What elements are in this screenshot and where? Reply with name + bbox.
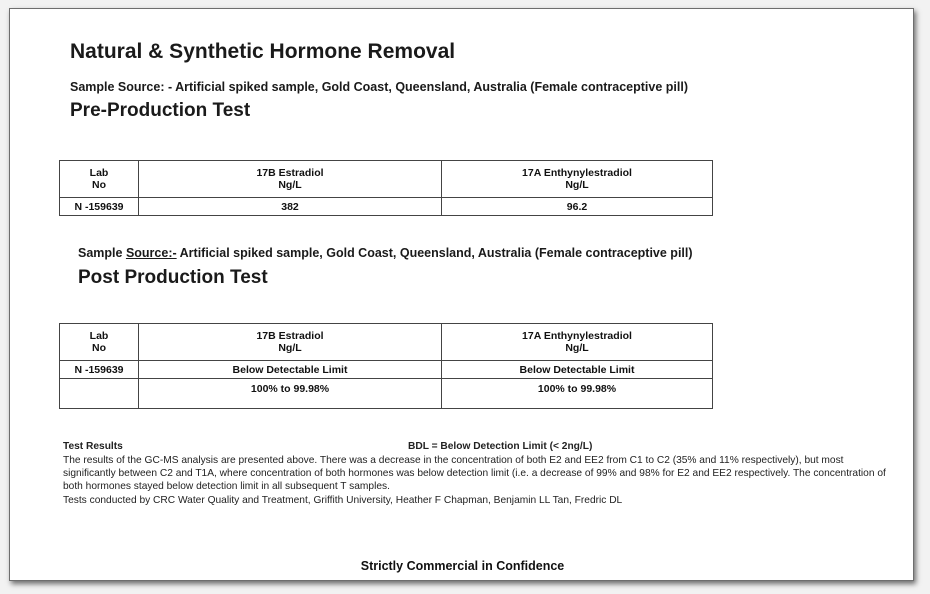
header-line: Ng/L — [565, 179, 589, 191]
cell-ethinylestradiol: Below Detectable Limit — [442, 361, 713, 379]
cell-lab-no — [60, 379, 139, 409]
header-ethinylestradiol — [442, 161, 713, 198]
results-header — [63, 440, 893, 454]
confidentiality-footer: Strictly Commercial in Confidence — [360, 559, 565, 573]
cell-estradiol: 100% to 99.98% — [139, 379, 442, 409]
header-line: 17A Enthynylestradiol — [522, 330, 632, 342]
results-credits: Tests conducted by CRC Water Quality and Treatment, Griffith University, Heather F Chapman, Benjamin LL Tan, Fredric DL — [63, 494, 623, 506]
post-production-table — [59, 323, 713, 409]
header-line: 17A Enthynylestradiol — [522, 167, 632, 179]
header-estradiol — [139, 161, 442, 198]
header-line: Ng/L — [278, 179, 302, 191]
header-line: 17B Estradiol — [256, 167, 324, 179]
header-estradiol — [139, 324, 442, 361]
cell-lab-no: N -159639 — [60, 198, 139, 216]
cell-estradiol: Below Detectable Limit — [139, 361, 442, 379]
header-line: Lab — [89, 167, 109, 179]
table-row — [60, 198, 713, 216]
header-line: No — [92, 179, 106, 191]
table-header-row — [60, 324, 713, 361]
table-row — [60, 361, 713, 379]
post-production-heading: Post Production Test — [78, 267, 268, 288]
header-line: Lab — [89, 330, 109, 342]
pre-sample-source: Sample Source: - Artificial spiked sample, Gold Coast, Queensland, Australia (Female contraceptive pill) — [70, 80, 688, 94]
document-title: Natural & Synthetic Hormone Removal — [70, 40, 456, 63]
header-lab-no — [60, 161, 139, 198]
post-sample-source — [78, 246, 693, 260]
source-prefix: Sample — [78, 246, 126, 260]
cell-estradiol: 382 — [139, 198, 442, 216]
source-rest: Artificial spiked sample, Gold Coast, Queensland, Australia (Female contraceptive pill) — [176, 246, 693, 260]
results-heading: Test Results — [63, 441, 123, 452]
bdl-note: BDL = Below Detection Limit (< 2ng/L) — [408, 441, 593, 452]
header-ethinylestradiol — [442, 324, 713, 361]
cell-ethinylestradiol: 100% to 99.98% — [442, 379, 713, 409]
table-header-row — [60, 161, 713, 198]
header-line: Ng/L — [565, 342, 589, 354]
header-line: 17B Estradiol — [256, 330, 324, 342]
pre-production-heading: Pre-Production Test — [70, 100, 251, 121]
table-row — [60, 379, 713, 409]
header-line: No — [92, 342, 106, 354]
cell-ethinylestradiol: 96.2 — [442, 198, 713, 216]
cell-lab-no: N -159639 — [60, 361, 139, 379]
pre-production-table — [59, 160, 713, 216]
source-label: Source:- — [125, 246, 177, 260]
header-lab-no — [60, 324, 139, 361]
test-results-section — [63, 440, 893, 507]
header-line: Ng/L — [278, 342, 302, 354]
document-page — [9, 8, 914, 581]
results-paragraph: The results of the GC-MS analysis are presented above. There was a decrease in the concentration of both E2 and EE2 from C1 to C2 (35% and 11% respectively), but most significantly between C2 and T1A, where concentration of both hormones was below detection limit (i.e. a decrease of 99% and 98% for E2 and EE2 respectively. The concentration of both hormones stayed below detection limit in all subsequent T samples. — [63, 455, 886, 493]
